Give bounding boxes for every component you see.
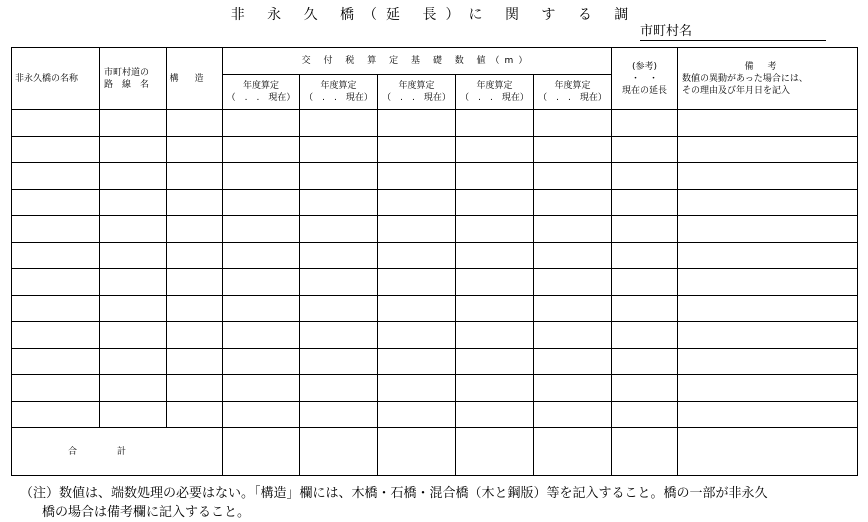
table-cell[interactable] <box>378 322 456 349</box>
table-cell[interactable] <box>167 163 223 190</box>
table-cell[interactable] <box>456 322 534 349</box>
footnote-line2: 橋の場合は備考欄に記入すること。 <box>42 505 251 520</box>
table-body <box>12 110 858 428</box>
header-tax-basis-group: 交 付 税 算 定 基 礎 数 値（m） <box>223 48 612 75</box>
table-cell[interactable] <box>300 189 378 216</box>
table-cell[interactable] <box>678 242 858 269</box>
table-cell[interactable] <box>223 348 300 375</box>
table-row <box>12 348 858 375</box>
table-cell[interactable] <box>534 269 612 296</box>
table-cell[interactable] <box>612 189 678 216</box>
table-cell[interactable] <box>678 322 858 349</box>
total-cell[interactable] <box>612 428 678 476</box>
table-cell[interactable] <box>100 348 167 375</box>
municipality-label: 市町村名 <box>640 24 693 39</box>
table-cell[interactable] <box>456 242 534 269</box>
table-cell[interactable] <box>223 136 300 163</box>
table-cell[interactable] <box>100 375 167 402</box>
table-cell[interactable] <box>12 322 100 349</box>
year-status-label: （ . . 現在） <box>304 93 373 103</box>
table-cell[interactable] <box>12 295 100 322</box>
table-cell[interactable] <box>167 110 223 137</box>
header-year-calc-5 <box>534 75 612 110</box>
total-cell[interactable] <box>378 428 456 476</box>
table-cell[interactable] <box>378 295 456 322</box>
table-cell[interactable] <box>167 269 223 296</box>
header-year-calc-4 <box>456 75 534 110</box>
table-cell[interactable] <box>456 375 534 402</box>
table-cell[interactable] <box>100 242 167 269</box>
table-cell[interactable] <box>456 216 534 243</box>
table-cell[interactable] <box>12 189 100 216</box>
total-cell[interactable] <box>534 428 612 476</box>
total-label: 合計 <box>12 428 223 476</box>
table-cell[interactable] <box>100 401 167 428</box>
table-cell[interactable] <box>100 163 167 190</box>
table-cell[interactable] <box>300 295 378 322</box>
table-cell[interactable] <box>12 163 100 190</box>
table-cell[interactable] <box>534 242 612 269</box>
table-cell[interactable] <box>678 136 858 163</box>
header-year-calc-2 <box>300 75 378 110</box>
ref-line2: ・ ・ <box>631 73 659 84</box>
table-cell[interactable] <box>612 242 678 269</box>
table-cell[interactable] <box>223 269 300 296</box>
table-cell[interactable] <box>300 110 378 137</box>
table-cell[interactable] <box>678 163 858 190</box>
table-cell[interactable] <box>678 189 858 216</box>
table-cell[interactable] <box>534 216 612 243</box>
total-cell[interactable] <box>456 428 534 476</box>
year-status-label: （ . . 現在） <box>538 93 607 103</box>
header-route-line2: 路 線 名 <box>104 79 150 90</box>
table-cell[interactable] <box>456 189 534 216</box>
table-cell[interactable] <box>612 110 678 137</box>
table-row <box>12 189 858 216</box>
table-cell[interactable] <box>167 216 223 243</box>
year-status-label: （ . . 現在） <box>460 93 529 103</box>
year-status-label: （ . . 現在） <box>226 93 296 103</box>
table-cell[interactable] <box>300 375 378 402</box>
table-row <box>12 401 858 428</box>
table-cell[interactable] <box>534 348 612 375</box>
table-cell[interactable] <box>456 295 534 322</box>
table-cell[interactable] <box>100 189 167 216</box>
table-cell[interactable] <box>378 216 456 243</box>
table-row <box>12 269 858 296</box>
table-cell[interactable] <box>456 110 534 137</box>
table-cell[interactable] <box>12 269 100 296</box>
table-cell[interactable] <box>12 401 100 428</box>
header-year-calc-3 <box>378 75 456 110</box>
table-cell[interactable] <box>534 322 612 349</box>
header-bridge-name: 非永久橋の名称 <box>12 48 100 110</box>
table-cell[interactable] <box>223 110 300 137</box>
remarks-note-line1: 数値の異動があった場合には、 <box>682 73 808 84</box>
table-cell[interactable] <box>378 269 456 296</box>
table-cell[interactable] <box>678 295 858 322</box>
table-cell[interactable] <box>167 401 223 428</box>
table-cell[interactable] <box>300 242 378 269</box>
table-row <box>12 163 858 190</box>
table-cell[interactable] <box>223 163 300 190</box>
table-cell[interactable] <box>12 110 100 137</box>
table-cell[interactable] <box>100 110 167 137</box>
table-cell[interactable] <box>534 136 612 163</box>
table-cell[interactable] <box>612 269 678 296</box>
header-reference-length <box>612 48 678 110</box>
year-status-label: （ . . 現在） <box>382 93 451 103</box>
table-cell[interactable] <box>534 375 612 402</box>
table-cell[interactable] <box>167 295 223 322</box>
year-calc-label: 年度算定 <box>554 81 591 91</box>
table-cell[interactable] <box>167 136 223 163</box>
table-cell[interactable] <box>456 401 534 428</box>
table-cell[interactable] <box>167 348 223 375</box>
table-cell[interactable] <box>534 189 612 216</box>
total-cell[interactable] <box>678 428 858 476</box>
table-cell[interactable] <box>612 163 678 190</box>
table-cell[interactable] <box>300 136 378 163</box>
table-cell[interactable] <box>378 401 456 428</box>
table-cell[interactable] <box>12 242 100 269</box>
remarks-note-line2: その理由及び年月日を記入 <box>682 85 791 96</box>
header-remarks <box>678 48 858 110</box>
table-cell[interactable] <box>534 401 612 428</box>
table-cell[interactable] <box>612 136 678 163</box>
table-cell[interactable] <box>678 269 858 296</box>
table-cell[interactable] <box>300 348 378 375</box>
table-cell[interactable] <box>612 375 678 402</box>
table-cell[interactable] <box>223 375 300 402</box>
table-cell[interactable] <box>100 269 167 296</box>
table-cell[interactable] <box>612 401 678 428</box>
table-cell[interactable] <box>300 163 378 190</box>
table-row <box>12 322 858 349</box>
table-cell[interactable] <box>456 136 534 163</box>
table-cell[interactable] <box>612 216 678 243</box>
table-cell[interactable] <box>612 295 678 322</box>
table-cell[interactable] <box>378 348 456 375</box>
table-cell[interactable] <box>612 348 678 375</box>
page-title: 非 永 久 橋（延 長）に 関 す る 調 <box>230 7 638 23</box>
table-cell[interactable] <box>100 216 167 243</box>
table-cell[interactable] <box>12 375 100 402</box>
remarks-title: 備考 <box>744 61 791 72</box>
table-cell[interactable] <box>12 136 100 163</box>
table-cell[interactable] <box>456 163 534 190</box>
year-calc-label: 年度算定 <box>476 81 513 91</box>
table-cell[interactable] <box>167 189 223 216</box>
table-cell[interactable] <box>100 136 167 163</box>
table-cell[interactable] <box>678 401 858 428</box>
table-cell[interactable] <box>100 295 167 322</box>
table-cell[interactable] <box>223 322 300 349</box>
table-cell[interactable] <box>300 216 378 243</box>
footnote-line1: （注）数値は、端数処理の必要はない。「構造」欄には、木橋・石橋・混合橋（木と鋼版）等を記入すること。橋の一部が非永久 <box>20 486 768 501</box>
table-cell[interactable] <box>534 295 612 322</box>
table-cell[interactable] <box>167 375 223 402</box>
header-route-line1: 市町村道の <box>104 67 150 78</box>
table-cell[interactable] <box>678 348 858 375</box>
table-cell[interactable] <box>100 322 167 349</box>
table-row <box>12 216 858 243</box>
year-calc-label: 年度算定 <box>242 81 279 91</box>
table-cell[interactable] <box>456 348 534 375</box>
table-cell[interactable] <box>223 216 300 243</box>
table-cell[interactable] <box>678 375 858 402</box>
table-cell[interactable] <box>378 163 456 190</box>
table-row <box>12 295 858 322</box>
year-calc-label: 年度算定 <box>320 81 357 91</box>
table-cell[interactable] <box>12 348 100 375</box>
total-cell[interactable] <box>300 428 378 476</box>
ref-line3: 現在の延長 <box>622 85 668 96</box>
table-cell[interactable] <box>223 189 300 216</box>
table-cell[interactable] <box>456 269 534 296</box>
table-row <box>12 242 858 269</box>
table-cell[interactable] <box>678 216 858 243</box>
table-cell[interactable] <box>378 189 456 216</box>
table-row <box>12 136 858 163</box>
ref-line1: (参考) <box>632 61 658 72</box>
table-row <box>12 110 858 137</box>
table-cell[interactable] <box>300 322 378 349</box>
table-cell[interactable] <box>378 136 456 163</box>
total-cell[interactable] <box>223 428 300 476</box>
table-cell[interactable] <box>300 269 378 296</box>
table-cell[interactable] <box>612 322 678 349</box>
header-route-name <box>100 48 167 110</box>
table-cell[interactable] <box>300 401 378 428</box>
header-structure: 構造 <box>167 48 223 110</box>
table-cell[interactable] <box>678 110 858 137</box>
table-cell[interactable] <box>223 401 300 428</box>
municipality-name-field[interactable] <box>640 24 826 41</box>
table-cell[interactable] <box>12 216 100 243</box>
bridge-table <box>11 47 858 476</box>
header-year-calc-1 <box>223 75 300 110</box>
table-cell[interactable] <box>378 375 456 402</box>
table-cell[interactable] <box>223 295 300 322</box>
table-row <box>12 375 858 402</box>
table-cell[interactable] <box>378 242 456 269</box>
year-calc-label: 年度算定 <box>398 81 435 91</box>
footnote <box>20 484 865 522</box>
table-cell[interactable] <box>378 110 456 137</box>
table-cell[interactable] <box>223 242 300 269</box>
table-cell[interactable] <box>534 163 612 190</box>
table-cell[interactable] <box>534 110 612 137</box>
table-cell[interactable] <box>167 242 223 269</box>
table-cell[interactable] <box>167 322 223 349</box>
